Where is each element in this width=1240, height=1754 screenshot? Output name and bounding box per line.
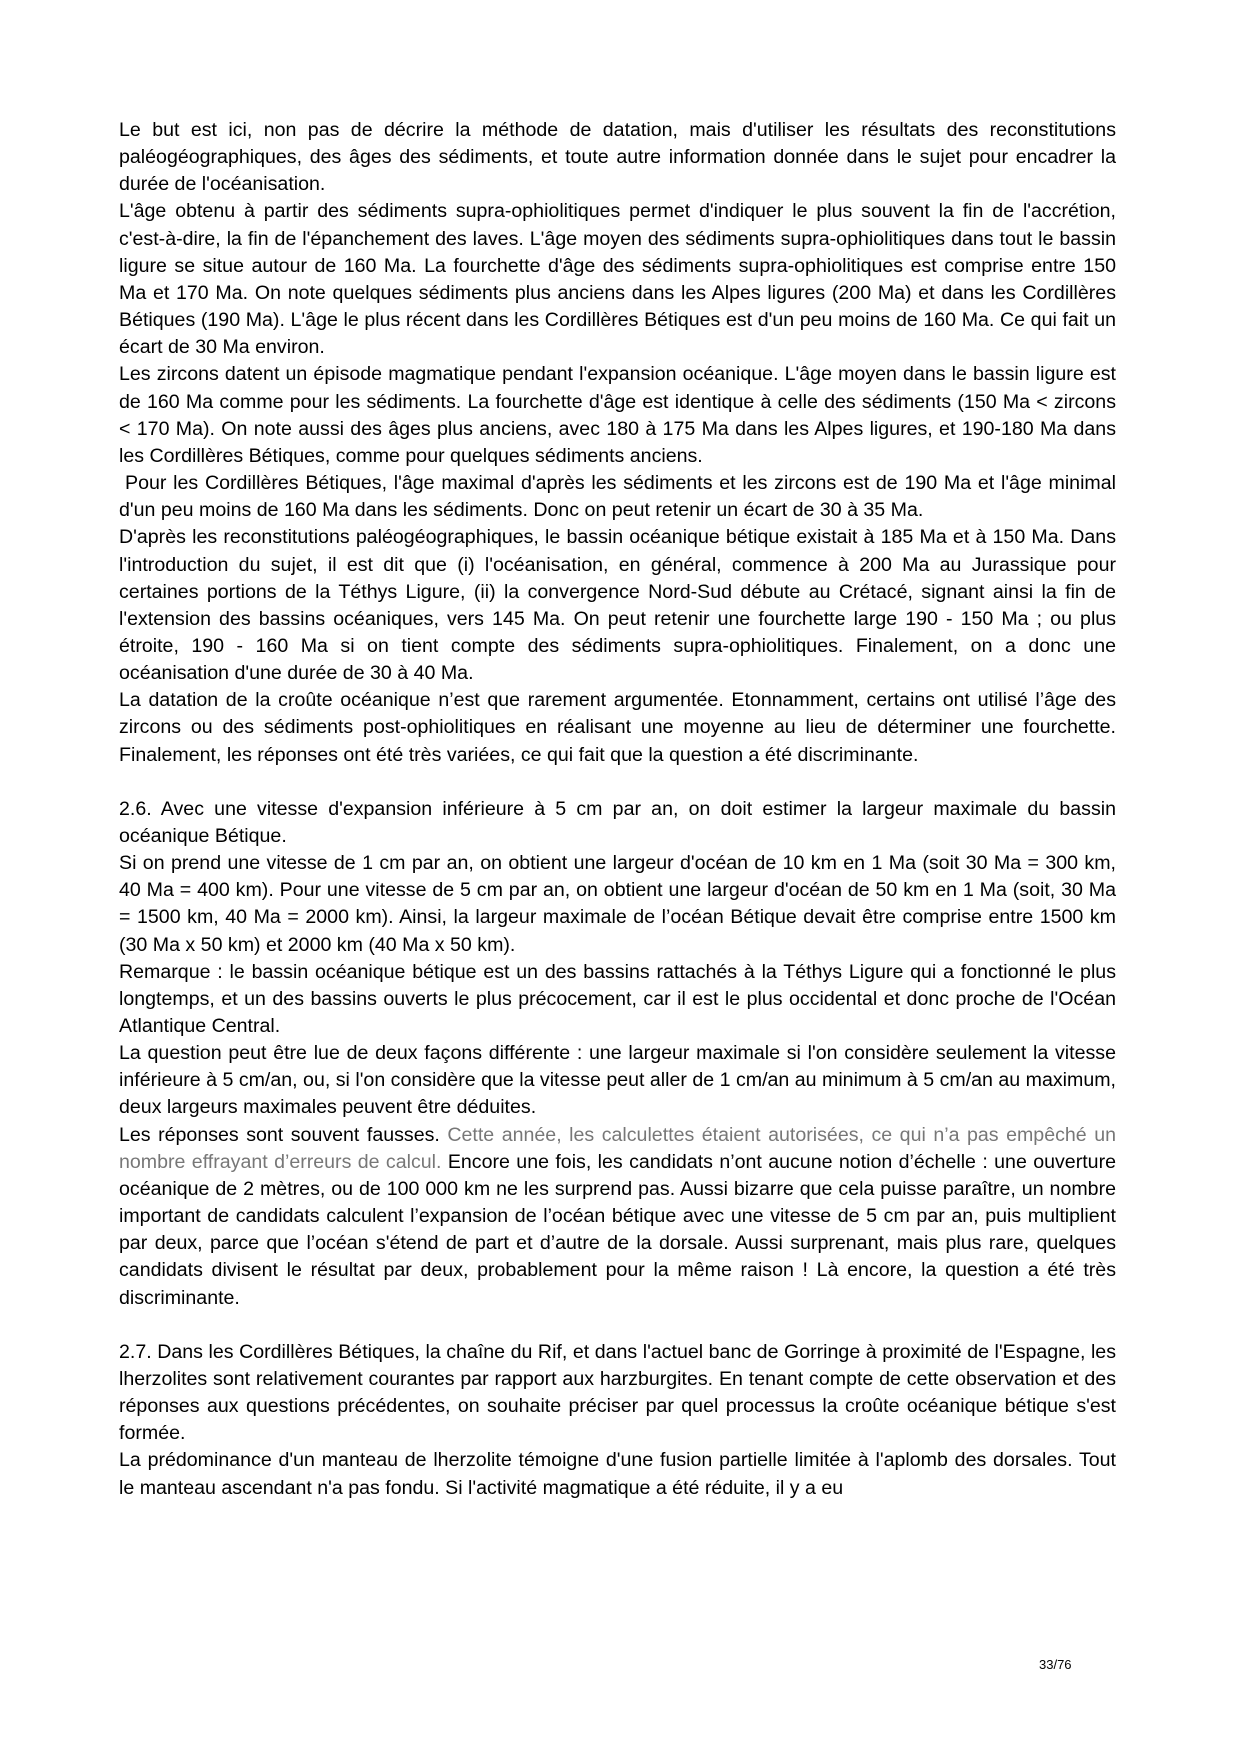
paragraph-width-calc: Si on prend une vitesse de 1 cm par an, on obtient une largeur d'océan de 10 km en 1 Ma (soit 30 Ma = 300 km, 40 Ma = 400 km). Pour une vitesse de 5 cm par an, on obtient une largeur d'océan de 50 km en 1 Ma (soit, 30 Ma = 1500 km, 40 Ma = 2000 km). Ainsi, la largeur maximale de l’océan Bétique devait être comprise entre 1500 km (30 Ma x 50 km) et 2000 km (40 Ma x 50 km). (119, 852, 1116, 956)
paragraph-interpretation: La question peut être lue de deux façons différente : une largeur maximale si l'on considère seulement la vitesse inférieure à 5 cm/an, ou, si l'on considère que la vitesse peut aller de 1 cm/an au minimum à 5 cm/an au maximum, deux largeurs maximales peuvent être déduites. (119, 1042, 1116, 1119)
paragraph-spacer (119, 769, 1116, 796)
paragraph-intro: Le but est ici, non pas de décrire la méthode de datation, mais d'utiliser les résultats des reconstitutions paléogéographiques, des âges des sédiments, et toute autre information donnée dans le sujet pour encadrer la durée de l'océanisation. (119, 119, 1116, 196)
answers-lead: Les réponses sont souvent fausses. (119, 1123, 448, 1146)
paragraph-lherzolite: La prédominance d'un manteau de lherzolite témoigne d'une fusion partielle limitée à l'aplomb des dorsales. Tout le manteau ascendant n'a pas fondu. Si l'activité magmatique a été réduite, il y a eu (119, 1449, 1116, 1499)
paragraph-dating-comment: La datation de la croûte océanique n’est que rarement argumentée. Etonnamment, certains ont utilisé l’âge des zircons ou des sédiments post-ophiolitiques en réalisant une moyenne au lieu de déterminer une fourchette. Finalement, les réponses ont été très variées, ce qui fait que la question a été discriminante. (119, 689, 1116, 766)
answers-rest: Encore une fois, les candidats n’ont aucune notion d’échelle : une ouverture océanique de 2 mètres, ou de 100 000 km ne les surprend pas. Aussi bizarre que cela puisse paraître, un nombre important de candidats calculent l’expansion de l’océan bétique avec une vitesse de 5 cm par an, puis multiplient par deux, parce que l’océan s'étend de part et d’autre de la dorsale. Aussi surprenant, mais plus rare, quelques candidats divisent le résultat par deux, probablement pour la même raison ! Là encore, la question a été très discriminante. (119, 1150, 1116, 1309)
paragraph-zircons: Les zircons datent un épisode magmatique pendant l'expansion océanique. L'âge moyen dans le bassin ligure est de 160 Ma comme pour les sédiments. La fourchette d'âge est identique à celle des sédiments (150 Ma < zircons < 170 Ma). On note aussi des âges plus anciens, avec 180 à 175 Ma dans les Alpes ligures, et 190-180 Ma dans les Cordillères Bétiques, comme pour quelques sédiments anciens. (119, 363, 1116, 467)
question-2-6: 2.6. Avec une vitesse d'expansion inférieure à 5 cm par an, on doit estimer la largeur maximale du bassin océanique Bétique. (119, 797, 1116, 847)
document-page (119, 117, 1116, 1502)
question-2-7: 2.7. Dans les Cordillères Bétiques, la chaîne du Rif, et dans l'actuel banc de Gorringe à proximité de l'Espagne, les lherzolites sont relativement courantes par rapport aux harzburgites. En tenant compte de cette observation et des réponses aux questions précédentes, on souhaite préciser par quel processus la croûte océanique bétique s'est formée. (119, 1340, 1116, 1445)
paragraph-answers-comment (119, 1122, 1116, 1312)
paragraph-betic-ages: Pour les Cordillères Bétiques, l'âge maximal d'après les sédiments et les zircons est de 190 Ma et l'âge minimal d'un peu moins de 160 Ma dans les sédiments. Donc on peut retenir un écart de 30 à 35 Ma. (119, 472, 1116, 522)
paragraph-reconstitutions: D'après les reconstitutions paléogéographiques, le bassin océanique bétique existait à 185 Ma et à 150 Ma. Dans l'introduction du sujet, il est dit que (i) l'océanisation, en général, commence à 200 Ma au Jurassique pour certaines portions de la Téthys Ligure, (ii) la convergence Nord-Sud débute au Crétacé, signant ainsi la fin de l'extension des bassins océaniques, vers 145 Ma. On peut retenir une fourchette large 190 - 150 Ma ; ou plus étroite, 190 - 160 Ma si on tient compte des sédiments supra-ophiolitiques. Finalement, on a donc une océanisation d'une durée de 30 à 40 Ma. (119, 526, 1116, 685)
page-number: 33/76 (1039, 1657, 1072, 1672)
paragraph-spacer (119, 1312, 1116, 1339)
paragraph-remark: Remarque : le bassin océanique bétique est un des bassins rattachés à la Téthys Ligure qui a fonctionné le plus longtemps, et un des bassins ouverts le plus précocement, car il est le plus occidental et donc proche de l'Océan Atlantique Central. (119, 960, 1116, 1037)
calculator-remark: Cette année, les calculettes étaient autorisées, ce qui n’a pas empêché un nombre effrayant d’erreurs de calcul. (119, 1123, 1116, 1173)
paragraph-sediments: L'âge obtenu à partir des sédiments supra-ophiolitiques permet d'indiquer le plus souvent la fin de l'accrétion, c'est-à-dire, la fin de l'épanchement des laves. L'âge moyen des sédiments supra-ophiolitiques dans tout le bassin ligure se situe autour de 160 Ma. La fourchette d'âge des sédiments supra-ophiolitiques est comprise entre 150 Ma et 170 Ma. On note quelques sédiments plus anciens dans les Alpes ligures (200 Ma) et dans les Cordillères Bétiques (190 Ma). L'âge le plus récent dans les Cordillères Bétiques est d'un peu moins de 160 Ma. Ce qui fait un écart de 30 Ma environ. (119, 200, 1116, 359)
